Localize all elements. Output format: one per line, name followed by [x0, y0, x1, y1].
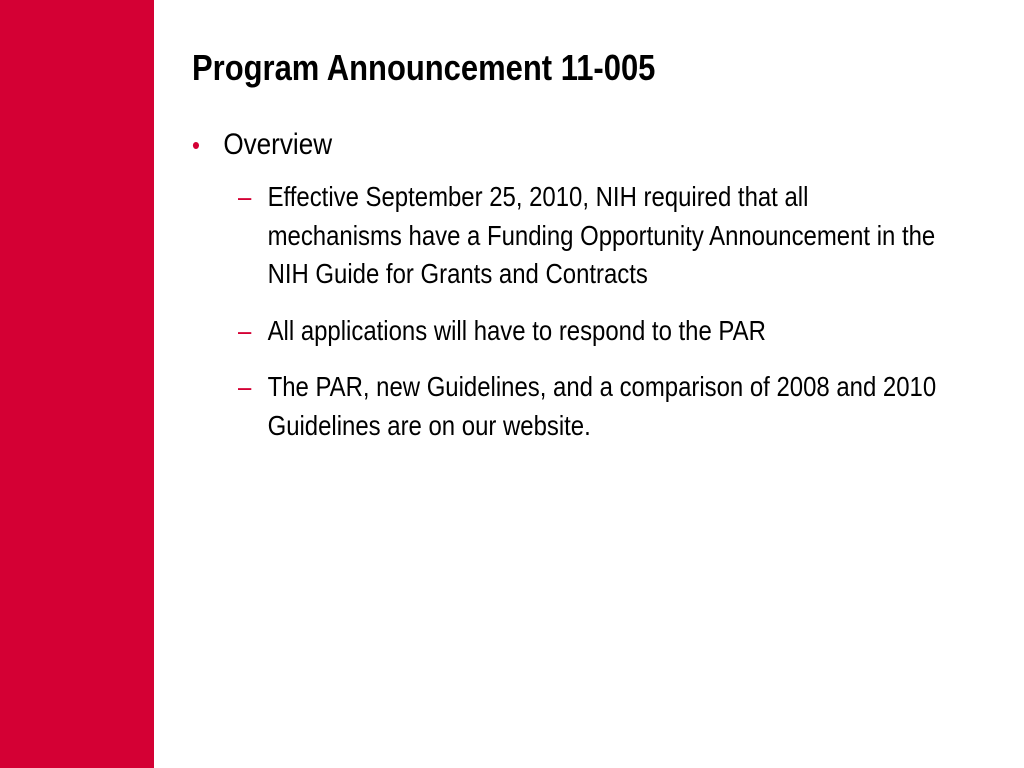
sub-bullet-text: The PAR, new Guidelines, and a comparison of 2008 and 2010 Guidelines are on our website. [267, 371, 937, 441]
sub-bullet-website [238, 368, 946, 445]
sub-bullet-applications [238, 312, 946, 351]
sub-bullet-marker: – [238, 181, 252, 212]
bullet-text: Overview [223, 128, 333, 161]
sub-bullet-effective-date [238, 178, 946, 294]
slide-title: Program Announcement 11-005 [192, 47, 656, 88]
sub-bullet-text: All applications will have to respond to the PAR [267, 314, 766, 346]
slide-content [192, 124, 962, 463]
bullet-overview [192, 124, 862, 166]
sub-bullet-list [192, 178, 962, 445]
accent-side-bar [0, 0, 154, 768]
sub-bullet-marker: – [238, 314, 252, 346]
bullet-marker: • [192, 130, 200, 160]
sub-bullet-marker: – [238, 371, 252, 402]
sub-bullet-text: Effective September 25, 2010, NIH required that all mechanisms have a Funding Opportunity Announcement in the NIH Guide for Grants and Contracts [267, 181, 936, 289]
